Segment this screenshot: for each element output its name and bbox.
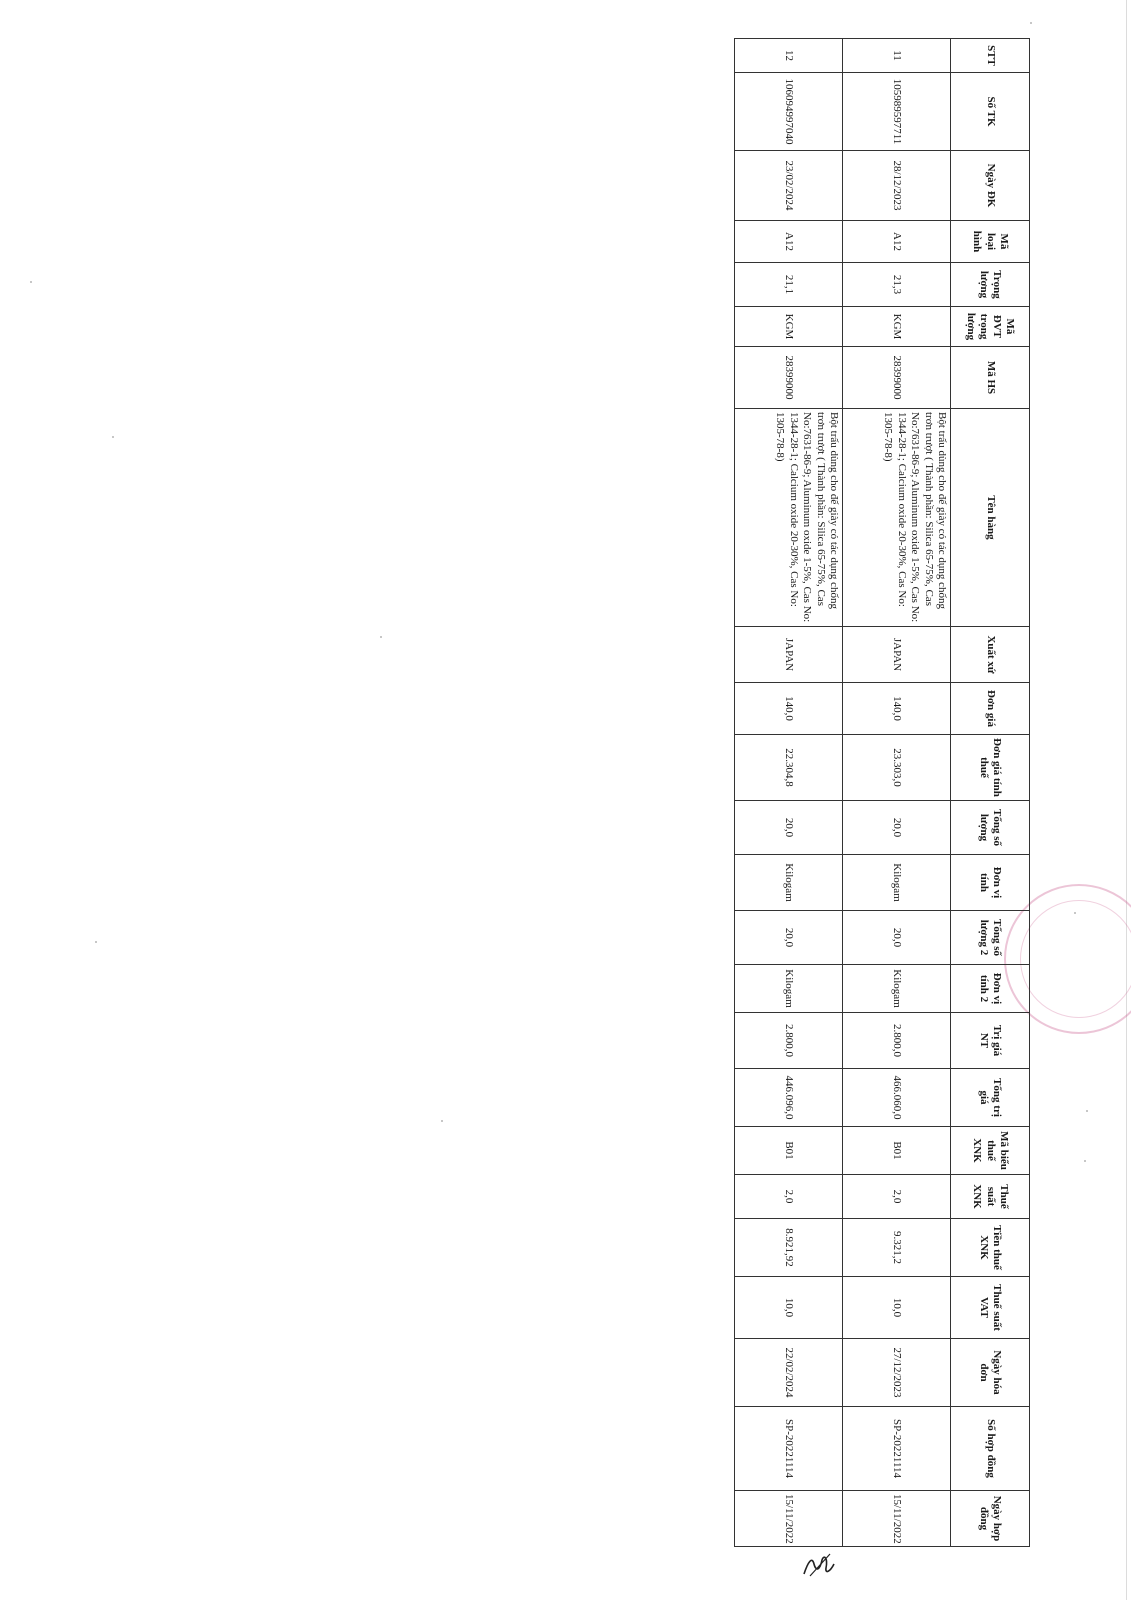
- cell-contract-date: 15/11/2022: [843, 1491, 951, 1547]
- header-cell: Số TK: [951, 73, 1030, 151]
- cell-contract-number: SP-20221114: [843, 1407, 951, 1491]
- cell-stt: 12: [735, 39, 843, 73]
- cell-unit-2: Kilogam: [735, 965, 843, 1013]
- header-cell: Trọng lượng: [951, 263, 1030, 307]
- header-cell: Mã HS: [951, 347, 1030, 409]
- cell-vat-rate: 10,0: [843, 1277, 951, 1339]
- header-cell: STT: [951, 39, 1030, 73]
- cell-taxable-unit-price: 22.304,8: [735, 735, 843, 801]
- header-cell: Đơn giá: [951, 683, 1030, 735]
- cell-total-quantity-2: 20,0: [735, 911, 843, 965]
- header-cell: Tổng số lượng 2: [951, 911, 1030, 965]
- cell-unit-2: Kilogam: [843, 965, 951, 1013]
- cell-total-quantity: 20,0: [735, 801, 843, 855]
- header-cell: Thuế suất XNK: [951, 1175, 1030, 1219]
- cell-goods-name: Bột trấu dùng cho đế giày có tác dụng chống trơn trượt ( Thành phần: Silica 65-75%, Cas No:7631-86-9; Aluminum oxide 1-5%, Cas No: 1344-28-1; Calcium oxide 20-30%, Cas No: 1305-78-8): [735, 409, 843, 627]
- cell-hs-code: 28399000: [735, 347, 843, 409]
- header-cell: Mã ĐVT trọng lượng: [951, 307, 1030, 347]
- cell-total-value: 466.060,0: [843, 1069, 951, 1127]
- header-cell: Mã loại hình: [951, 221, 1030, 263]
- cell-total-quantity-2: 20,0: [843, 911, 951, 965]
- cell-taxable-unit-price: 23.303,0: [843, 735, 951, 801]
- cell-unit-price: 140,0: [843, 683, 951, 735]
- cell-weight-unit: KGM: [735, 307, 843, 347]
- cell-import-tax-amount: 9.321,2: [843, 1219, 951, 1277]
- cell-tariff-code: B01: [735, 1127, 843, 1175]
- scan-speck: [30, 281, 32, 283]
- cell-total-quantity: 20,0: [843, 801, 951, 855]
- cell-unit: Kilogam: [843, 855, 951, 911]
- cell-registration-date: 23/02/2024: [735, 151, 843, 221]
- header-cell: Trị giá NT: [951, 1013, 1030, 1069]
- header-cell: Tổng số lượng: [951, 801, 1030, 855]
- header-cell: Tổng trị giá: [951, 1069, 1030, 1127]
- header-cell: Thuế suất VAT: [951, 1277, 1030, 1339]
- cell-origin: JAPAN: [735, 627, 843, 683]
- cell-type-code: A12: [735, 221, 843, 263]
- rotated-table-container: [148, 38, 1030, 1546]
- cell-type-code: A12: [843, 221, 951, 263]
- header-cell: Đơn vị tính: [951, 855, 1030, 911]
- cell-import-tax-amount: 8.921,92: [735, 1219, 843, 1277]
- cell-origin: JAPAN: [843, 627, 951, 683]
- table-row: [735, 39, 843, 1547]
- customs-declaration-table: [734, 38, 1030, 1547]
- cell-goods-name: Bột trấu dùng cho đế giày có tác dụng chống trơn trượt ( Thành phần: Silica 65-75%, Cas No:7631-86-9; Aluminum oxide 1-5%, Cas No: 1344-28-1; Calcium oxide 20-30%, Cas No: 1305-78-8): [843, 409, 951, 627]
- scan-speck: [1086, 1110, 1088, 1112]
- scan-speck: [1084, 1160, 1086, 1162]
- handwritten-signature: [800, 1550, 838, 1580]
- cell-declaration-number: 106094997040: [735, 73, 843, 151]
- cell-tariff-code: B01: [843, 1127, 951, 1175]
- header-cell: Tiền thuế XNK: [951, 1219, 1030, 1277]
- cell-invoice-date: 27/12/2023: [843, 1339, 951, 1407]
- header-cell: Ngày hợp đồng: [951, 1491, 1030, 1547]
- cell-stt: 11: [843, 39, 951, 73]
- cell-value-nt: 2.800,0: [843, 1013, 951, 1069]
- scan-speck: [1030, 22, 1032, 24]
- page-edge: [1126, 0, 1127, 1600]
- cell-declaration-number: 105989597711: [843, 73, 951, 151]
- table-header-row: [951, 39, 1030, 1547]
- header-cell: Mã biểu thuế XNK: [951, 1127, 1030, 1175]
- header-cell: Ngày hóa đơn: [951, 1339, 1030, 1407]
- cell-hs-code: 28399000: [843, 347, 951, 409]
- header-cell: Số hợp đồng: [951, 1407, 1030, 1491]
- cell-invoice-date: 22/02/2024: [735, 1339, 843, 1407]
- cell-unit-price: 140,0: [735, 683, 843, 735]
- cell-import-tax-rate: 2,0: [843, 1175, 951, 1219]
- cell-registration-date: 28/12/2023: [843, 151, 951, 221]
- header-cell: Đơn vị tính 2: [951, 965, 1030, 1013]
- cell-contract-date: 15/11/2022: [735, 1491, 843, 1547]
- table-row: [843, 39, 951, 1547]
- cell-weight-unit: KGM: [843, 307, 951, 347]
- cell-contract-number: SP-20221114: [735, 1407, 843, 1491]
- cell-vat-rate: 10,0: [735, 1277, 843, 1339]
- customs-stamp-inner-ring: [1020, 900, 1131, 1018]
- cell-value-nt: 2.800,0: [735, 1013, 843, 1069]
- cell-weight: 21,1: [735, 263, 843, 307]
- scan-speck: [112, 436, 114, 438]
- header-cell: Ngày ĐK: [951, 151, 1030, 221]
- header-cell: Tên hàng: [951, 409, 1030, 627]
- scan-speck: [95, 941, 97, 943]
- cell-unit: Kilogam: [735, 855, 843, 911]
- header-cell: Đơn giá tính thuế: [951, 735, 1030, 801]
- cell-weight: 21,3: [843, 263, 951, 307]
- cell-import-tax-rate: 2,0: [735, 1175, 843, 1219]
- cell-total-value: 446.096,0: [735, 1069, 843, 1127]
- header-cell: Xuất xứ: [951, 627, 1030, 683]
